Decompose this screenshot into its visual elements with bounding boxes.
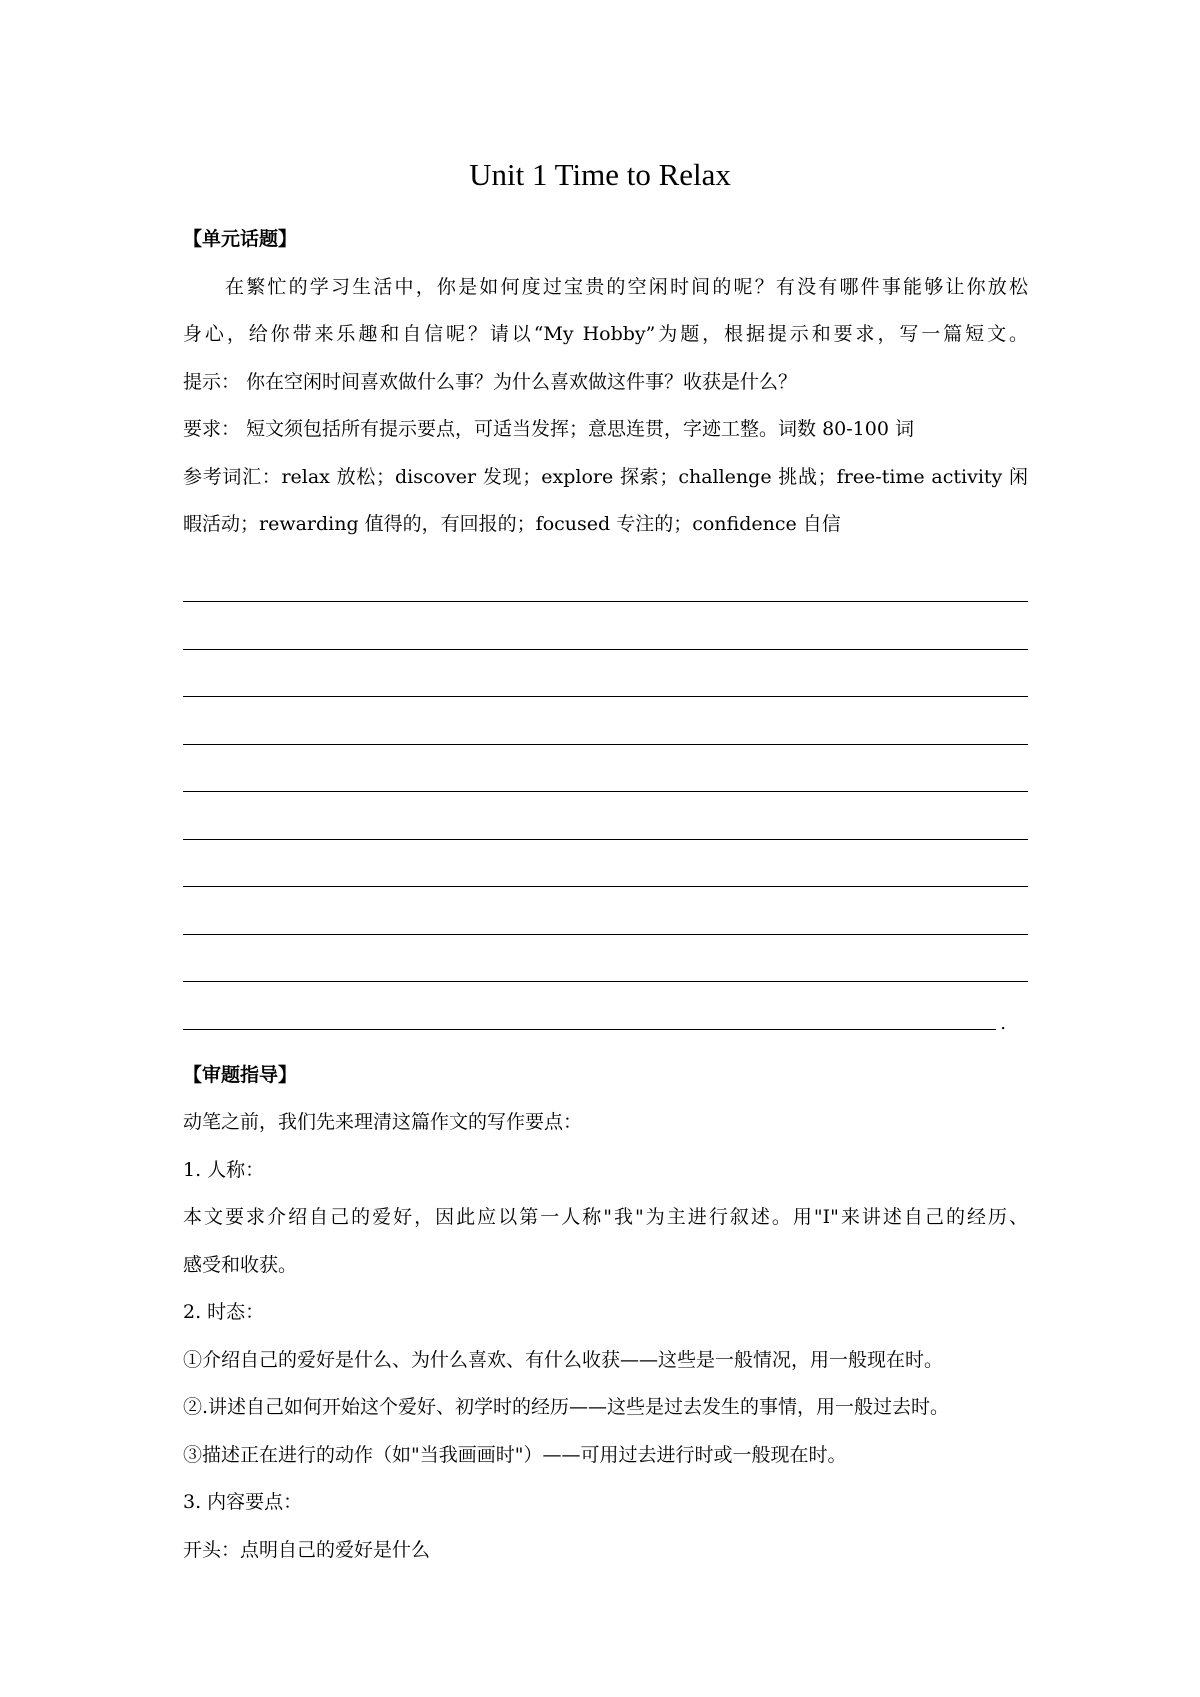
point-1-title: 1. 人称：: [183, 1158, 265, 1181]
writing-end-mark: .: [1000, 1012, 1006, 1034]
point-2-title: 2. 时态：: [183, 1301, 265, 1323]
worksheet-content: [183, 216, 1028, 1574]
writing-line[interactable]: [183, 567, 1028, 615]
writing-line[interactable]: [183, 852, 1028, 900]
requirement-text: 要求： 短文须包括所有提示要点，可适当发挥；意思连贯，字迹工整。词数 80-100 词: [183, 418, 914, 440]
hint-text: 提示： 你在空闲时间喜欢做什么事？为什么喜欢做这件事？收获是什么？: [183, 370, 798, 393]
writing-line-last[interactable]: [183, 994, 1028, 1042]
writing-area[interactable]: [183, 549, 1028, 1042]
point-2-item-2: ②.讲述自己如何开始这个爱好、初学时的经历——这些是过去发生的事情，用一般过去时。: [183, 1396, 950, 1418]
guide-section: [183, 1052, 1028, 1575]
writing-line[interactable]: [183, 899, 1028, 947]
point-2-item-3: ③描述正在进行的动作（如"当我画画时"）——可用过去进行时或一般现在时。: [183, 1443, 847, 1466]
writing-line[interactable]: [183, 804, 1028, 852]
point-1-line-2: 感受和收获。: [183, 1253, 298, 1276]
guide-heading: 【审题指导】: [183, 1063, 298, 1086]
topic-intro-line-1: 在繁忙的学习生活中，你是如何度过宝贵的空闲时间的呢？有没有哪件事能够让你放松: [225, 275, 1028, 298]
writing-line[interactable]: [183, 614, 1028, 662]
point-2-item-1: ①介绍自己的爱好是什么、为什么喜欢、有什么收获——这些是一般情况，用一般现在时。: [183, 1348, 944, 1371]
topic-heading: 【单元话题】: [183, 228, 298, 250]
writing-line[interactable]: [183, 757, 1028, 805]
vocabulary-line-1: 参考词汇：relax 放松；discover 发现；explore 探索；challenge 挑战；free-time activity 闲: [183, 465, 1028, 488]
guide-intro: 动笔之前，我们先来理清这篇作文的写作要点：: [183, 1111, 583, 1133]
page-title: Unit 1 Time to Relax: [469, 157, 731, 192]
writing-line[interactable]: [183, 662, 1028, 710]
point-1-line-1: 本文要求介绍自己的爱好，因此应以第一人称"我"为主进行叙述。用"I"来讲述自己的经历、: [183, 1206, 1028, 1228]
point-3-opening: 开头：点明自己的爱好是什么: [183, 1538, 431, 1561]
writing-line[interactable]: [183, 947, 1028, 995]
topic-intro-line-2: 身心，给你带来乐趣和自信呢？请以“My Hobby”为题，根据提示和要求，写一篇短文。: [183, 323, 1028, 345]
point-3-title: 3. 内容要点：: [183, 1491, 303, 1513]
vocabulary-line-2: 暇活动；rewarding 值得的，有回报的；focused 专注的；confidence 自信: [183, 513, 841, 535]
writing-line[interactable]: [183, 709, 1028, 757]
